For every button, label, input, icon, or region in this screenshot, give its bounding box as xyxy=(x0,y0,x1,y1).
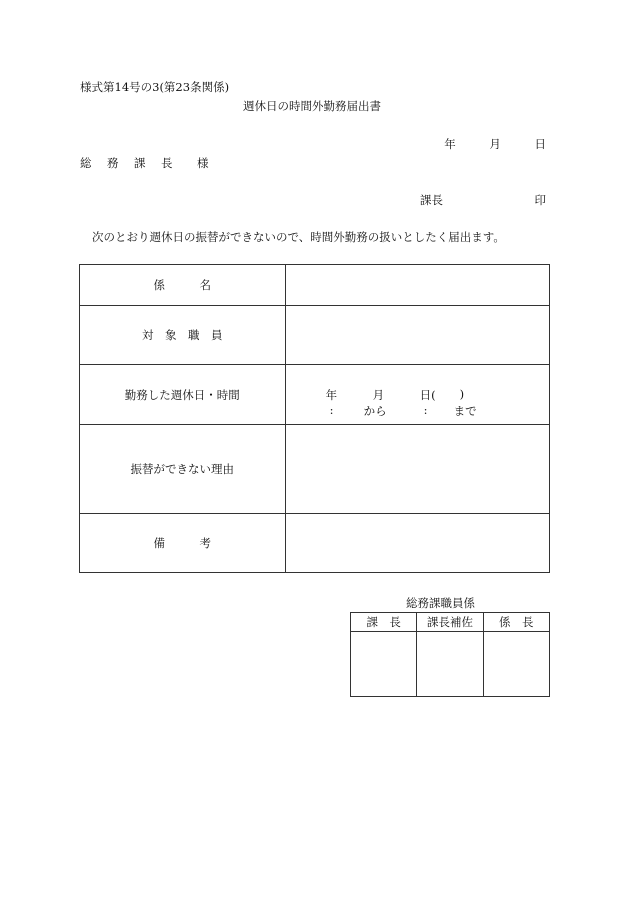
remarks-label: 備 考 xyxy=(80,514,286,573)
date-year-label: 年 xyxy=(444,137,456,151)
weekday-close: ) xyxy=(459,387,465,401)
form-number: 様式第14号の3(第23条関係) xyxy=(80,80,230,94)
stamp-cell-assistant-chief[interactable] xyxy=(417,632,483,697)
month-label: 月 xyxy=(372,388,385,402)
stamp-box-caption: 総務課職員係 xyxy=(406,596,475,610)
start-time-colon: : xyxy=(329,403,334,417)
date-day-label: 日 xyxy=(534,137,546,151)
table-row xyxy=(80,265,550,306)
table-row xyxy=(80,365,550,425)
submission-date xyxy=(444,139,546,151)
worked-day-field[interactable] xyxy=(285,365,549,425)
addressee-char: 様 xyxy=(197,156,209,170)
addressee-char: 務 xyxy=(107,156,119,170)
addressee-char: 課 xyxy=(134,156,146,170)
addressee xyxy=(80,158,209,170)
stamp-header-assistant-chief: 課長補佐 xyxy=(417,613,483,632)
until-label: まで xyxy=(453,404,477,418)
stamp-cell-row xyxy=(351,632,550,697)
target-staff-label: 対 象 職 員 xyxy=(80,306,286,365)
end-time-colon: : xyxy=(423,403,428,417)
worked-day-label: 勤務した週休日・時間 xyxy=(80,365,286,425)
stamp-cell-subsection-chief[interactable] xyxy=(483,632,549,697)
section-name-field[interactable] xyxy=(285,265,549,306)
stamp-header-row xyxy=(351,613,550,632)
stamp-header-subsection-chief: 係 長 xyxy=(483,613,549,632)
addressee-char: 総 xyxy=(80,156,92,170)
date-month-label: 月 xyxy=(489,137,501,151)
year-label: 年 xyxy=(325,388,338,402)
applicant-seal-line xyxy=(420,195,546,207)
intro-text: 次のとおり週休日の振替ができないので、時間外勤務の扱いとしたく届出ます。 xyxy=(92,230,505,244)
applicant-label: 課長 xyxy=(420,193,443,207)
table-row xyxy=(80,514,550,573)
reason-label: 振替ができない理由 xyxy=(80,425,286,514)
target-staff-field[interactable] xyxy=(285,306,549,365)
document-title: 週休日の時間外勤務届出書 xyxy=(243,99,381,113)
table-row xyxy=(80,425,550,514)
remarks-field[interactable] xyxy=(285,514,549,573)
from-label: から xyxy=(363,404,387,418)
reason-field[interactable] xyxy=(285,425,549,514)
seal-label: 印 xyxy=(534,193,546,207)
stamp-cell-section-chief[interactable] xyxy=(351,632,417,697)
table-row xyxy=(80,306,550,365)
approval-stamp-box xyxy=(350,612,550,697)
addressee-char: 長 xyxy=(161,156,173,170)
stamp-header-section-chief: 課 長 xyxy=(351,613,417,632)
application-table xyxy=(79,264,550,573)
section-name-label: 係 名 xyxy=(80,265,286,306)
day-label: 日( xyxy=(419,388,436,402)
